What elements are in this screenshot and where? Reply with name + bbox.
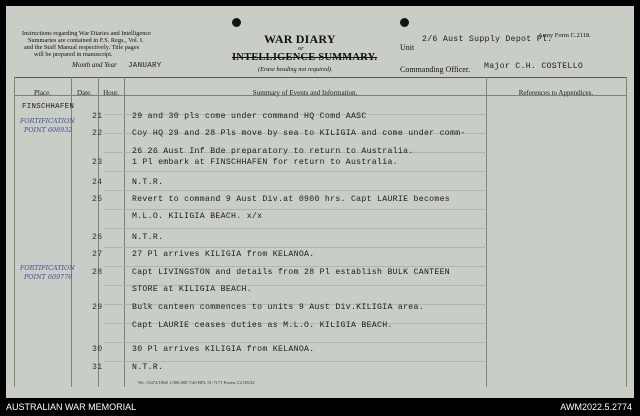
col-rule-left (14, 77, 15, 387)
entry-date: 27 (92, 250, 103, 259)
war-diary-sheet (6, 6, 634, 398)
table-top-rule (14, 77, 626, 78)
officer-label: Commanding Officer. (400, 65, 471, 74)
margin-note: FORTIFICATION (20, 264, 75, 272)
entry-text: Revert to command 9 Aust Div.at 0900 hrs. Capt LAURIE becomes (132, 195, 451, 204)
erase-note: (Erase heading not required). (258, 66, 333, 73)
instruction-line: Instructions regarding War Diaries and Intelligence (22, 30, 151, 37)
col-header-place: Place. (34, 89, 51, 97)
instruction-line: will be prepared in manuscript. (34, 51, 113, 58)
printer-imprint: Wt. 13474/1868 1,000,000 7/40 BPL 51-7171 Forms C2118/22 (138, 380, 255, 385)
col-rule-right (626, 77, 627, 387)
entry-date: 24 (92, 178, 103, 187)
entry-date: 22 (92, 129, 103, 138)
margin-note: FORTIFICATION (20, 117, 75, 125)
entry-text: Bulk canteen commences to units 9 Aust Div.KILIGIA area. (132, 303, 424, 312)
col-header-refs: References to Appendices. (518, 89, 594, 97)
officer-value: Major C.H. COSTELLO (484, 62, 584, 71)
margin-note: POINT 609776 (24, 273, 73, 281)
col-rule-date (98, 77, 99, 387)
entry-text: N.T.R. (132, 233, 164, 242)
entry-text: 29 and 30 pls come under command HQ Comd AASC (132, 112, 367, 121)
entry-date: 28 (92, 268, 103, 277)
entry-text: 1 Pl embark at FINSCHHAFEN for return to Australia. (132, 158, 398, 167)
punch-hole-right (400, 18, 409, 27)
col-rule-summary (486, 77, 487, 387)
month-year-label: Month and Year (72, 61, 117, 69)
col-header-hour: Hour. (103, 89, 119, 97)
entry-date: 30 (92, 345, 103, 354)
army-form-label: Army Form C.2118. (538, 32, 591, 39)
entry-text: Coy HQ 29 and 28 Pls move by sea to KILIGIA and come under comm- (132, 129, 466, 138)
entry-date: 29 (92, 303, 103, 312)
margin-note: POINT 608932 (24, 126, 73, 134)
entry-date: 25 (92, 195, 103, 204)
col-header-date: Date. (77, 89, 92, 97)
archive-name: AUSTRALIAN WAR MEMORIAL (6, 402, 137, 412)
archive-footer (0, 398, 640, 416)
entry-text: N.T.R. (132, 363, 164, 372)
entry-text: 26 26 Aust Inf Bde preparatory to return to Australia. (132, 147, 414, 156)
unit-value: 2/6 Aust Supply Depot Pl. (422, 35, 553, 44)
instruction-line: Summaries are contained in F.S. Regs., Vol. I. (28, 37, 144, 44)
unit-label: Unit (400, 43, 415, 52)
col-header-summary: Summary of Events and Information. (252, 89, 358, 97)
entry-text: Capt LIVINGSTON and details from 28 Pl establish BULK CANTEEN (132, 268, 451, 277)
entry-text: 27 Pl arrives KILIGIA from KELANOA. (132, 250, 315, 259)
entry-text: N.T.R. (132, 178, 164, 187)
entry-date: 31 (92, 363, 103, 372)
diary-title: WAR DIARY (264, 32, 336, 46)
archive-reference: AWM2022.5.2774 (560, 402, 632, 412)
punch-hole-left (232, 18, 241, 27)
entry-date: 21 (92, 112, 103, 121)
entry-text: Capt LAURIE ceases duties as M.L.O. KILIGIA BEACH. (132, 321, 393, 330)
place-name: FINSCHHAFEN (22, 103, 75, 111)
entry-text: 30 Pl arrives KILIGIA from KELANOA. (132, 345, 315, 354)
entry-text: M.L.O. KILIGIA BEACH. x/x (132, 212, 263, 221)
instruction-line: and the Staff Manual respectively. Title pages (24, 44, 140, 51)
entry-text: STORE at KILIGIA BEACH. (132, 285, 252, 294)
diary-subtitle: INTELLIGENCE SUMMARY. (232, 52, 378, 63)
entry-date: 26 (92, 233, 103, 242)
entry-date: 23 (92, 158, 103, 167)
title-or: or (298, 45, 304, 52)
month-year-value: JANUARY (128, 62, 162, 70)
col-rule-hour (124, 77, 125, 387)
